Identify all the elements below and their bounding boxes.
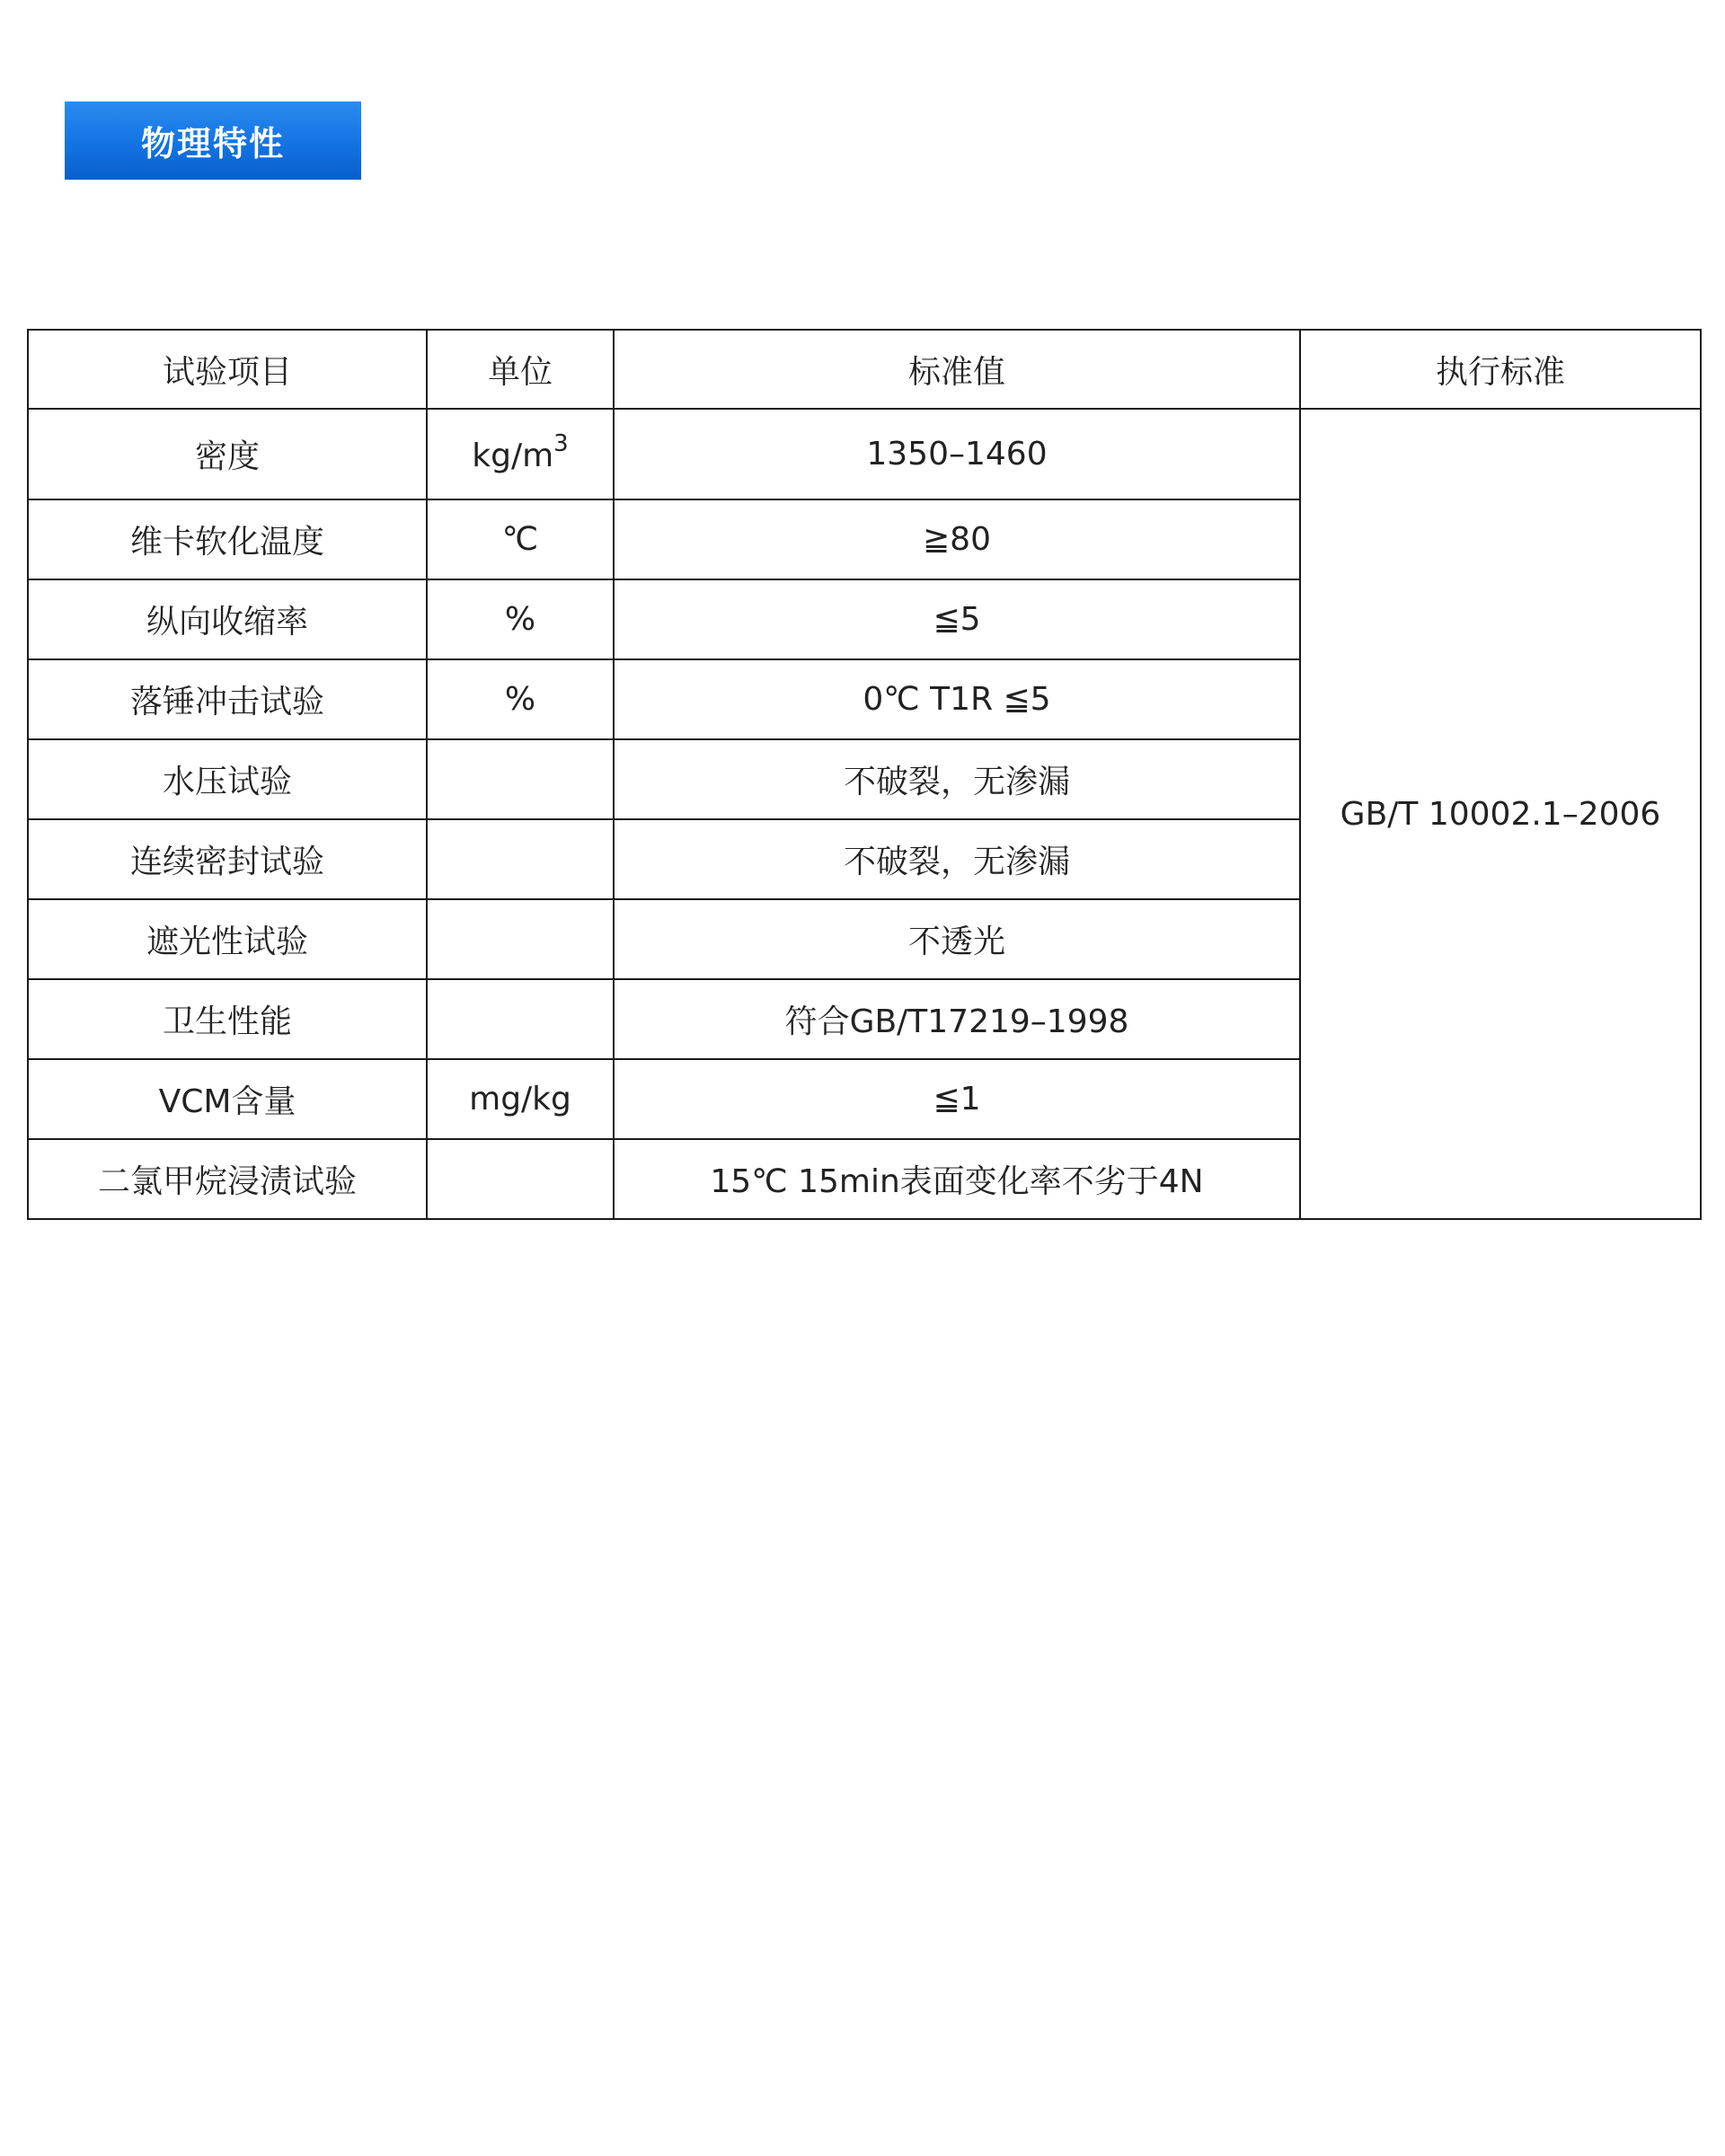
cell-standard-value: ≦1 — [614, 1059, 1300, 1139]
cell-unit: % — [427, 659, 614, 739]
cell-standard-value: 不透光 — [614, 899, 1300, 979]
cell-test-item: 维卡软化温度 — [28, 499, 427, 579]
header-execution-standard: 执行标准 — [1300, 330, 1701, 409]
physical-properties-table — [27, 329, 1702, 1220]
cell-standard-value: 1350–1460 — [614, 409, 1300, 499]
unit-text: kg/m — [472, 437, 554, 474]
cell-unit — [427, 819, 614, 899]
cell-unit — [427, 409, 614, 499]
cell-test-item: VCM含量 — [28, 1059, 427, 1139]
section-title-badge — [65, 102, 361, 180]
cell-unit — [427, 739, 614, 819]
table-header-row — [28, 330, 1701, 409]
section-title: 物理特性 — [140, 124, 285, 163]
cell-test-item: 水压试验 — [28, 739, 427, 819]
cell-test-item: 卫生性能 — [28, 979, 427, 1059]
cell-test-item: 密度 — [28, 409, 427, 499]
cell-unit — [427, 899, 614, 979]
cell-unit: mg/kg — [427, 1059, 614, 1139]
cell-standard-value: 不破裂，无渗漏 — [614, 819, 1300, 899]
cell-test-item: 纵向收缩率 — [28, 579, 427, 659]
header-test-item: 试验项目 — [28, 330, 427, 409]
cell-test-item: 遮光性试验 — [28, 899, 427, 979]
cell-standard-value: ≦5 — [614, 579, 1300, 659]
cell-test-item: 二氯甲烷浸渍试验 — [28, 1139, 427, 1219]
cell-standard-value: 不破裂，无渗漏 — [614, 739, 1300, 819]
cell-standard-value: 15℃ 15min表面变化率不劣于4N — [614, 1139, 1300, 1219]
cell-unit — [427, 1139, 614, 1219]
cell-unit — [427, 979, 614, 1059]
header-unit: 单位 — [427, 330, 614, 409]
cell-test-item: 连续密封试验 — [28, 819, 427, 899]
cell-execution-standard: GB/T 10002.1–2006 — [1300, 409, 1701, 1219]
unit-superscript: 3 — [553, 430, 569, 457]
cell-standard-value: 符合GB/T17219–1998 — [614, 979, 1300, 1059]
cell-standard-value: 0℃ T1R ≦5 — [614, 659, 1300, 739]
table-row — [28, 409, 1701, 499]
header-standard-value: 标准值 — [614, 330, 1300, 409]
cell-test-item: 落锤冲击试验 — [28, 659, 427, 739]
cell-unit: % — [427, 579, 614, 659]
cell-standard-value: ≧80 — [614, 499, 1300, 579]
cell-unit: ℃ — [427, 499, 614, 579]
